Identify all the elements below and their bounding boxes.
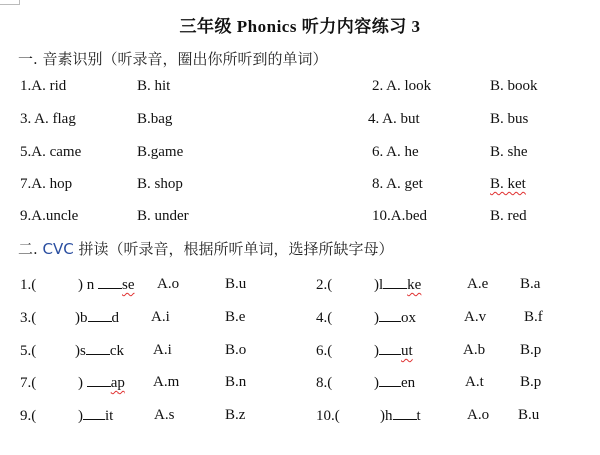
section1-heading: 一. 音素识别（听录音，圈出你所听到的单词） <box>18 50 328 68</box>
s2-item-3-b: B.e <box>225 309 246 325</box>
answer-blank[interactable] <box>379 309 401 322</box>
s2-item-9-a: A.s <box>154 407 175 423</box>
s2-item-3-a: A.i <box>151 309 170 325</box>
s1-item-1-a: 1.A. rid <box>20 78 67 94</box>
s1-item-4-a: 4. A. but <box>368 111 420 127</box>
answer-blank[interactable] <box>86 342 110 355</box>
s1-item-6-b: B. she <box>490 144 528 160</box>
s1-item-2-b: B. book <box>490 78 538 94</box>
s1-item-10-a: 10.A.bed <box>372 208 427 224</box>
s2-item-7: 7.( ) ap <box>20 375 125 391</box>
answer-blank[interactable] <box>83 407 105 420</box>
s2-item-9: 9.( ) it <box>20 408 114 424</box>
s2-item-4-b: B.f <box>524 309 543 325</box>
answer-blank[interactable] <box>383 276 407 289</box>
s2-item-5-b: B.o <box>225 342 247 358</box>
answer-blank[interactable] <box>393 407 417 420</box>
s2-item-1: 1.( ) n se <box>20 277 135 293</box>
s2-item-6-a: A.b <box>463 342 486 358</box>
answer-blank[interactable] <box>88 309 112 322</box>
answer-blank[interactable] <box>87 374 111 387</box>
s1-item-2-a: 2. A. look <box>372 78 432 94</box>
s1-item-3-b: B.bag <box>137 111 173 127</box>
section2-heading-cvc: CVC <box>42 240 74 258</box>
s1-item-1-b: B. hit <box>137 78 171 94</box>
s2-item-3: 3.( )b d <box>20 310 119 326</box>
s2-item-6-b: B.p <box>520 342 542 358</box>
s2-item-1-a: A.o <box>157 276 180 292</box>
answer-blank[interactable] <box>98 276 122 289</box>
s2-item-8-b: B.p <box>520 374 542 390</box>
s1-item-9-b: B. under <box>137 208 189 224</box>
s2-item-10: 10.( )h t <box>316 408 421 424</box>
s1-item-7-b: B. shop <box>137 176 183 192</box>
s2-item-1-b: B.u <box>225 276 247 292</box>
s2-item-10-a: A.o <box>467 407 490 423</box>
page-corner-mark <box>0 0 20 5</box>
s2-item-6: 6.( ) ut <box>316 343 413 359</box>
s2-item-4: 4.( ) ox <box>316 310 416 326</box>
s1-item-7-a: 7.A. hop <box>20 176 73 192</box>
s1-item-8-b: B. ket <box>490 176 526 192</box>
s2-item-7-b: B.n <box>225 374 247 390</box>
s2-item-2: 2.( )l ke <box>316 277 422 293</box>
answer-blank[interactable] <box>379 374 401 387</box>
s2-item-9-b: B.z <box>225 407 246 423</box>
section2-heading <box>18 238 394 259</box>
s2-item-5-a: A.i <box>153 342 172 358</box>
s2-item-2-b: B.a <box>520 276 541 292</box>
s2-item-2-a: A.e <box>467 276 489 292</box>
section2-heading-prefix: 二. <box>18 240 43 258</box>
s1-item-10-b: B. red <box>490 208 527 224</box>
s1-item-3-a: 3. A. flag <box>20 111 76 127</box>
s2-item-8: 8.( ) en <box>316 375 416 391</box>
s2-item-8-a: A.t <box>465 374 484 390</box>
s1-item-4-b: B. bus <box>490 111 529 127</box>
s1-item-5-a: 5.A. came <box>20 144 82 160</box>
answer-blank[interactable] <box>379 342 401 355</box>
s1-item-5-b: B.game <box>137 144 184 160</box>
document-title: 三年级 Phonics 听力内容练习 3 <box>179 17 421 36</box>
s1-item-6-a: 6. A. he <box>372 144 419 160</box>
s2-item-4-a: A.v <box>464 309 487 325</box>
section2-heading-rest: 拼读（听录音，根据所听单词，选择所缺字母） <box>73 240 394 258</box>
s1-item-9-a: 9.A.uncle <box>20 208 79 224</box>
s2-item-10-b: B.u <box>518 407 540 423</box>
s2-item-7-a: A.m <box>153 374 180 390</box>
s2-item-5: 5.( )s ck <box>20 343 125 359</box>
s1-item-8-a: 8. A. get <box>372 176 423 192</box>
